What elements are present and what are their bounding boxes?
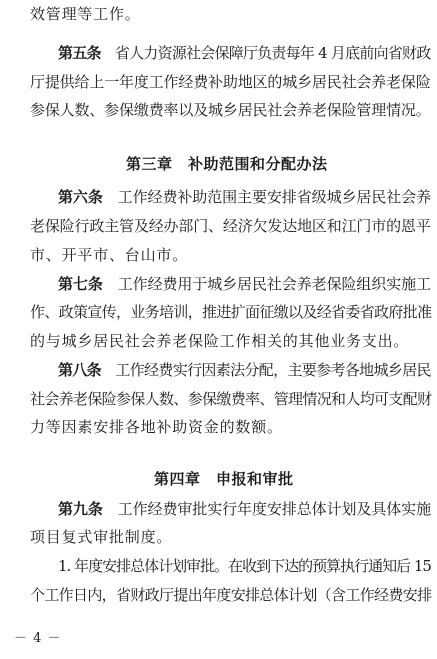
paragraph-line: 的与城乡居民社会养老保险工作相关的其他业务支出。: [30, 332, 410, 350]
article-number: 第七条: [58, 275, 103, 293]
article-text: 工作经费审批实行年度安排总体计划及具体实施: [117, 500, 432, 518]
chapter-heading: 第三章 补助范围和分配办法: [126, 155, 328, 173]
chapter-heading: 第四章 申报和审批: [154, 470, 294, 488]
article-text: 工作经费用于城乡居民社会养老保险组织实施工: [117, 275, 432, 293]
article-number: 第六条: [58, 188, 103, 206]
page-number: － 4 －: [14, 631, 62, 646]
article-number: 第九条: [58, 500, 103, 518]
article-8-line: [58, 360, 431, 380]
paragraph-line: 参保人数、参保缴费率以及城乡居民社会养老保险管理情况。: [30, 101, 431, 119]
paragraph-line: 社会养老保险参保人数、参保缴费率、管理情况和人均可支配财: [30, 390, 432, 408]
paragraph-line: 作、政策宣传，业务培训，推进扩面征缴以及经省委省政府批准: [30, 303, 432, 321]
article-text: 省人力资源社会保障厅负责每年 4 月底前向省财政: [114, 44, 431, 62]
paragraph-line: 厅提供给上一年度工作经费补助地区的城乡居民社会养老保险: [30, 73, 431, 91]
paragraph-line: 项目复式审批制度。: [30, 528, 173, 546]
article-9-line: [58, 499, 431, 519]
paragraph-line: 1. 年度安排总体计划审批。在收到下达的预算执行通知后 15: [58, 557, 431, 575]
article-number: 第五条: [58, 44, 101, 62]
paragraph-line: 力等因素安排各地补助资金的数额。: [30, 418, 283, 436]
paragraph-line: 老保险行政主管及经办部门、经济欠发达地区和江门市的恩平: [30, 217, 431, 235]
article-6-line: [58, 187, 431, 207]
article-7-line: [58, 274, 431, 294]
article-5-line: [58, 43, 431, 63]
article-text: 工作经费实行因素法分配，主要参考各地城乡居民: [115, 361, 431, 379]
paragraph-line: 市、开平市、台山市。: [30, 246, 189, 264]
article-number: 第八条: [58, 361, 102, 379]
paragraph-line: 效管理等工作。: [30, 5, 141, 23]
article-text: 工作经费补助范围主要安排省级城乡居民社会养: [117, 188, 432, 206]
paragraph-line: 个工作日内，省财政厅提出年度安排总体计划（含工作经费安排: [30, 586, 432, 604]
